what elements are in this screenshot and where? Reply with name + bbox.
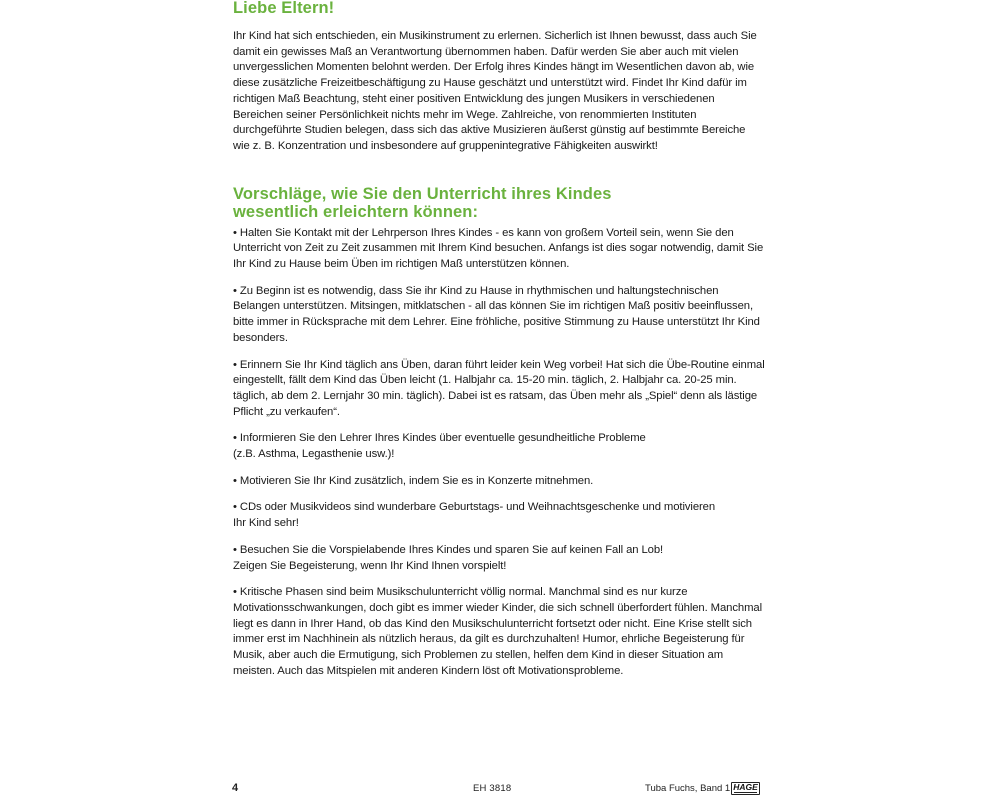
tip-item: • CDs oder Musikvideos sind wunderbare Geburtstags- und Weihnachtsgeschenke und motivieren Ihr Kind sehr! [233,501,716,530]
page-footer [0,782,1000,798]
edition-code: EH 3818 [473,783,512,794]
tip-item: • Informieren Sie den Lehrer Ihres Kindes über eventuelle gesundheitliche Probleme (z.B. Asthma, Legasthenie usw.)! [233,432,646,461]
publisher-logo [731,782,760,795]
logo-underline [734,792,757,793]
tip-item: • Motivieren Sie Ihr Kind zusätzlich, indem Sie es in Konzerte mitnehmen. [233,474,594,487]
book-title: Tuba Fuchs, Band 1 [645,783,731,794]
tip-item: • Kritische Phasen sind beim Musikschulunterricht völlig normal. Manchmal sind es nur kurze Motivationsschwankungen, doch gibt es immer wieder Kinder, die sich schnell überfordert fühlen. Manchmal liegt es dann in Ihrer Hand, ob das Kind den Musikschulunterricht fortsetzt oder nicht. Eine Krise stellt sich immer erst im Nachhinein als nützlich heraus, da gilt es durchzuhalten! Humor, ehrliche Begeisterung für Musik, aber auch die Ermutigung, sich Problemen zu stellen, helfen dem Kind in dieser Situation am meisten. Auch das Mitspielen mit anderen Kindern löst oft Motivationsprobleme. [233,586,762,677]
heading-suggestions: Vorschläge, wie Sie den Unterricht ihres Kindes wesentlich erleichtern können: [233,184,612,221]
page-content [233,0,765,691]
heading-parents: Liebe Eltern! [233,0,335,17]
tip-item: • Zu Beginn ist es notwendig, dass Sie ihr Kind zu Hause in rhythmischen und haltungstechnischen Belangen unterstützen. Mitsingen, mitklatschen - all das können Sie im richtigen Maß positiv beeinflussen, bitte immer in Rücksprache mit dem Lehrer. Eine fröhliche, positive Stimmung zu Hause unterstützt Ihr Kind besonders. [233,284,760,344]
tip-item: • Besuchen Sie die Vorspielabende Ihres Kindes und sparen Sie auf keinen Fall an Lob! Zeigen Sie Begeisterung, wenn Ihr Kind Ihnen vorspielt! [233,543,664,572]
tip-item: • Halten Sie Kontakt mit der Lehrperson Ihres Kindes - es kann von großem Vorteil sein, wenn Sie den Unterricht von Zeit zu Zeit zusammen mit Ihrem Kind besuchen. Anfangs ist dies sogar notwendig, damit Sie Ihr Kind zu Hause beim Üben im richtigen Maß unterstützen können. [233,226,764,271]
page-number: 4 [232,782,239,794]
tip-item: • Erinnern Sie Ihr Kind täglich ans Üben, daran führt leider kein Weg vorbei! Hat sich die Übe-Routine einmal eingestellt, fällt dem Kind das Üben leicht (1. Halbjahr ca. 15-20 min. täglich, 2. Halbjahr ca. 20-25 min. täglich, ab dem 2. Lernjahr 30 min. täglich). Dabei ist es ratsam, das Üben mehr als „Spiel“ denn als lästige Pflicht „zu verkaufen“. [233,358,765,418]
tips-list [233,226,765,680]
publisher-logo-text: HAGE [733,782,758,792]
intro-paragraph: Ihr Kind hat sich entschieden, ein Musikinstrument zu erlernen. Sicherlich ist Ihnen bewusst, dass auch Sie damit ein gewisses Maß an Verantwortung übernommen haben. Dafür werden Sie aber auch mit vielen unvergesslichen Momenten belohnt werden. Der Erfolg ihres Kindes hängt im Wesentlichen davon ab, wie diese zusätzliche Freizeitbeschäftigung zu Hause geschätzt und unterstützt wird. Findet Ihr Kind dafür im richtigen Maß Beachtung, steht einer positiven Entwicklung des jungen Musikers in verschiedenen Bereichen seiner Persönlichkeit nichts mehr im Wege. Zahlreiche, von renommierten Instituten durchgeführte Studien belegen, dass sich das aktive Musizieren äußerst günstig auf bestimmte Bereiche wie z. B. Konzentration und insbesondere auf gruppenintegrative Fähigkeiten auswirkt! [233,30,757,152]
